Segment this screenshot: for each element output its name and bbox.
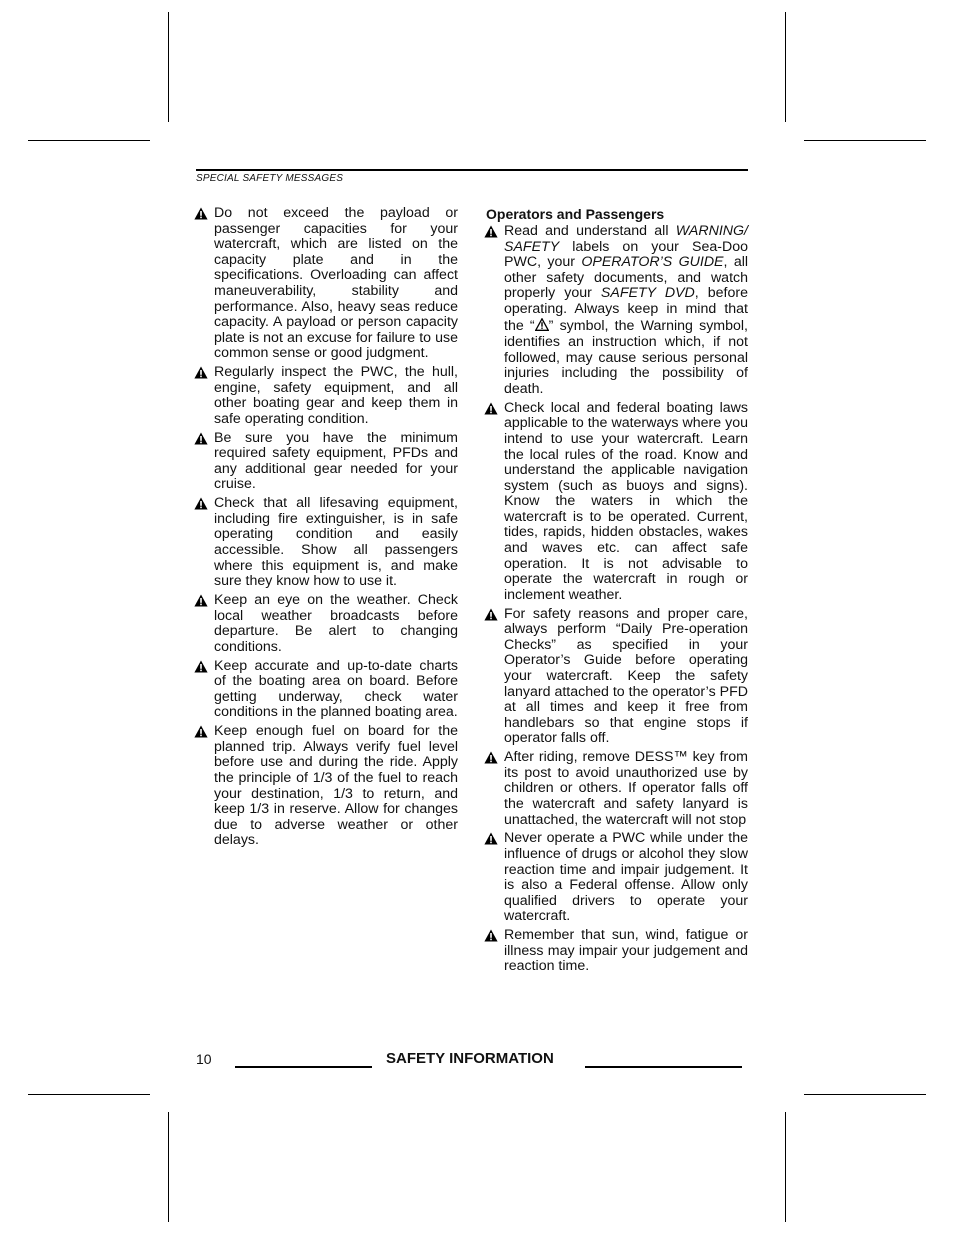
warning-icon: [484, 608, 500, 622]
warning-text: Never operate a PWC while under the influence of drugs or alcohol they slow reaction time and impair judgement. It is also a Federal offense. Allow only qualified drivers to operate your watercraft.: [504, 830, 748, 925]
warning-icon: [194, 725, 210, 739]
warning-text: Check local and federal boating laws applicable to the waterways where you intend to use your watercraft. Learn the local rules of the road. Know and understand the applicable navigation system (such as buoys and signs). Know the waters in which the watercraft is to be operated. Current, tides, rapids, hidden obstacles, wakes and waves etc. can affect safe operation. It is not advisable to operate the watercraft in rough or inclement weather.: [504, 399, 748, 603]
warning-item: [194, 593, 458, 655]
left-column: [194, 206, 458, 852]
crop-mark: [28, 140, 150, 141]
warning-icon: [484, 832, 500, 846]
crop-mark: [28, 1094, 150, 1095]
warning-icon: [484, 929, 500, 943]
warning-item: [194, 659, 458, 721]
warning-item: [484, 224, 748, 398]
crop-mark: [168, 12, 169, 122]
warning-text: For safety reasons and proper care, always perform “Daily Pre-operation Checks” as specified in your Operator’s Guide before operating your watercraft. Keep the safety lanyard attached to the operator’s PFD at all times and keep it free from handlebars so that engine stops if operator falls off.: [504, 605, 748, 747]
warning-text: Be sure you have the minimum required safety equipment, PFDs and any additional gear needed for your cruise.: [214, 429, 458, 493]
section-heading: Operators and Passengers: [486, 206, 665, 222]
warning-icon: [194, 594, 210, 608]
warning-icon: [194, 660, 210, 674]
warning-item: [194, 496, 458, 590]
warning-icon: [535, 318, 549, 336]
crop-mark: [785, 1112, 786, 1222]
warning-text: Regularly inspect the PWC, the hull, engine, safety equipment, and all other boating gear and keep them in safe operating condition.: [214, 364, 458, 427]
section-label: SPECIAL SAFETY MESSAGES: [196, 173, 344, 184]
warning-item: [484, 831, 748, 925]
warning-item: [194, 724, 458, 849]
warning-icon: [194, 432, 210, 446]
footer-rule: [235, 1066, 372, 1068]
crop-mark: [804, 140, 926, 141]
footer-title: SAFETY INFORMATION: [386, 1050, 554, 1067]
warning-item: [194, 365, 458, 427]
warning-item: [484, 401, 748, 604]
warning-item: [194, 206, 458, 362]
crop-mark: [785, 12, 786, 122]
warning-item: [484, 607, 748, 747]
warning-icon: [484, 225, 500, 239]
crop-mark: [168, 1112, 169, 1222]
footer-rule: [585, 1066, 742, 1068]
warning-icon: [194, 497, 210, 511]
warning-icon: [194, 207, 210, 221]
warning-text: Keep enough fuel on board for the planned trip. Always verify fuel level before use and during the ride. Apply the principle of 1/3 of the fuel to reach your destination, 1/3 to return, and keep 1/3 in reserve. Allow for changes due to adverse weather or other delays.: [214, 723, 458, 849]
warning-text: Remember that sun, wind, fatigue or illness may impair your judgement and reaction time.: [504, 927, 748, 975]
warning-text: Do not exceed the payload or passenger capacities for your watercraft, which are listed on the capacity plate and in the specifications. Overloading can affect maneuverability, stability and performance. Also, heavy seas reduce capacity. A payload or person capacity plate is not an excuse for failure to use common sense or good judgment.: [214, 205, 458, 362]
warning-icon: [484, 751, 500, 765]
warning-text: Read and understand all WARNING/ SAFETY labels on your Sea-Doo PWC, your OPERATOR’S GUIDE, all other safety documents, and watch properly your SAFETY DVD, before operating. Always keep in mind that the “ ” symbol, the Warning symbol, identifies an instruction which, if not followed, may cause serious personal injuries including the possibility of death.: [504, 223, 749, 397]
page-number: 10: [196, 1051, 212, 1067]
crop-mark: [804, 1094, 926, 1095]
warning-text: After riding, remove DESS™ key from its post to avoid unauthorized use by children or others. If operator falls off the watercraft and safety lanyard is unattached, the watercraft will not stop: [504, 749, 748, 828]
warning-icon: [484, 402, 500, 416]
warning-item: [484, 750, 748, 828]
header-rule: [196, 169, 748, 171]
warning-text: Check that all lifesaving equipment, including fire extinguisher, is in safe operating condition and easily accessible. Show all passengers where this equipment is, and make sure they know how to use it.: [214, 495, 458, 590]
warning-icon: [194, 366, 210, 380]
warning-text: Keep an eye on the weather. Check local weather broadcasts before departure. Be alert to changing conditions.: [214, 592, 458, 655]
right-column: [484, 206, 748, 978]
warning-text: Keep accurate and up-to-date charts of the boating area on board. Before getting underway, check water conditions in the planned boating area.: [214, 657, 458, 721]
warning-item: [484, 928, 748, 975]
warning-item: [194, 431, 458, 493]
